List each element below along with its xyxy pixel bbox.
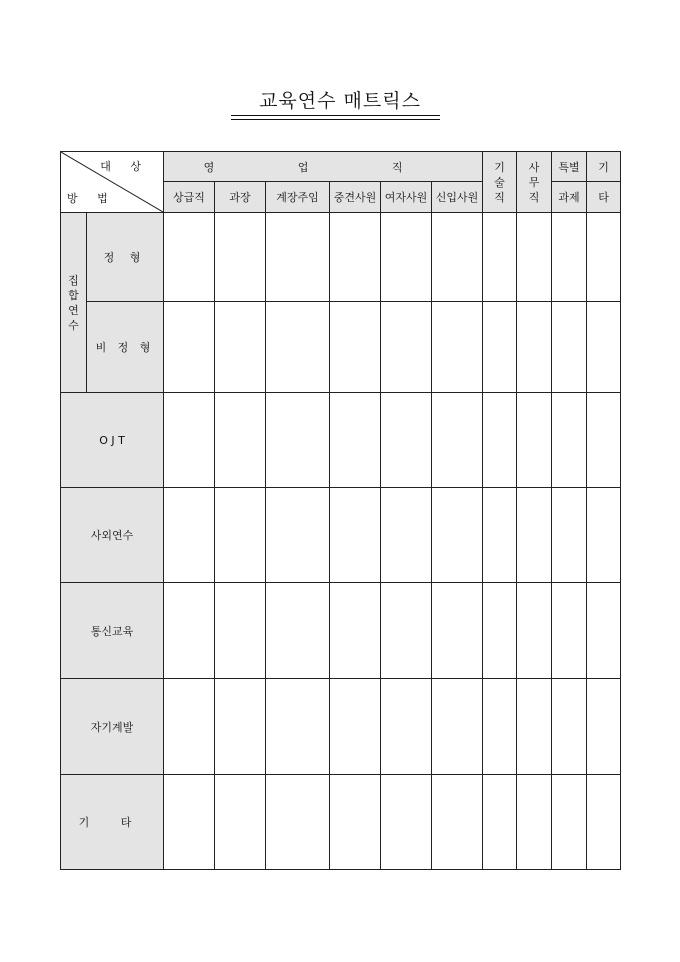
cell[interactable] xyxy=(215,583,266,679)
cell[interactable] xyxy=(483,213,517,302)
col-header-female-staff: 여자사원 xyxy=(381,182,432,213)
col-header-senior: 상급직 xyxy=(164,182,215,213)
cell[interactable] xyxy=(164,393,215,488)
cell[interactable] xyxy=(330,583,381,679)
cell[interactable] xyxy=(587,583,621,679)
cell[interactable] xyxy=(517,488,552,583)
cell[interactable] xyxy=(164,775,215,870)
cell[interactable] xyxy=(587,393,621,488)
cell[interactable] xyxy=(266,488,330,583)
cell[interactable] xyxy=(215,302,266,393)
technical-header: 기 술 직 xyxy=(483,152,517,213)
cell[interactable] xyxy=(164,213,215,302)
cell[interactable] xyxy=(552,679,587,775)
cell[interactable] xyxy=(552,213,587,302)
table-row xyxy=(61,583,621,679)
cell[interactable] xyxy=(483,393,517,488)
cell[interactable] xyxy=(432,775,483,870)
cell[interactable] xyxy=(552,583,587,679)
cell[interactable] xyxy=(381,302,432,393)
cell[interactable] xyxy=(483,302,517,393)
row-label-correspondence: 통신교육 xyxy=(61,583,164,679)
title-underline xyxy=(231,115,440,116)
special-header-bottom: 과제 xyxy=(552,182,587,213)
cell[interactable] xyxy=(164,679,215,775)
cell[interactable] xyxy=(164,302,215,393)
cell[interactable] xyxy=(215,488,266,583)
table-row xyxy=(61,393,621,488)
office-header: 사 무 직 xyxy=(517,152,552,213)
cell[interactable] xyxy=(587,213,621,302)
sales-group-header: 영 업 직 xyxy=(164,152,483,182)
cell[interactable] xyxy=(330,679,381,775)
row-label-self-development: 자기계발 xyxy=(61,679,164,775)
cell[interactable] xyxy=(432,583,483,679)
cell[interactable] xyxy=(552,302,587,393)
cell[interactable] xyxy=(381,488,432,583)
cell[interactable] xyxy=(164,488,215,583)
cell[interactable] xyxy=(483,775,517,870)
cell[interactable] xyxy=(381,583,432,679)
cell[interactable] xyxy=(330,488,381,583)
cell[interactable] xyxy=(330,775,381,870)
cell[interactable] xyxy=(266,775,330,870)
cell[interactable] xyxy=(330,302,381,393)
cell[interactable] xyxy=(432,488,483,583)
cell[interactable] xyxy=(330,393,381,488)
cell[interactable] xyxy=(483,488,517,583)
row-label-ojt: O J T xyxy=(61,393,164,488)
cell[interactable] xyxy=(215,393,266,488)
cell[interactable] xyxy=(587,679,621,775)
cell[interactable] xyxy=(517,775,552,870)
cell[interactable] xyxy=(432,302,483,393)
cell[interactable] xyxy=(215,775,266,870)
cell[interactable] xyxy=(517,213,552,302)
cell[interactable] xyxy=(215,679,266,775)
corner-target-label: 대 상 xyxy=(100,160,149,173)
corner-method-label: 방 법 xyxy=(67,192,116,205)
cell[interactable] xyxy=(164,583,215,679)
cell[interactable] xyxy=(381,213,432,302)
row-label-formal: 정 형 xyxy=(87,213,164,302)
table-row xyxy=(61,213,621,302)
cell[interactable] xyxy=(552,775,587,870)
cell[interactable] xyxy=(517,679,552,775)
col-header-chief: 계장주임 xyxy=(266,182,330,213)
education-matrix-table xyxy=(60,151,621,870)
cell[interactable] xyxy=(215,213,266,302)
col-header-new-staff: 신입사원 xyxy=(432,182,483,213)
cell[interactable] xyxy=(517,583,552,679)
col-header-manager: 과장 xyxy=(215,182,266,213)
cell[interactable] xyxy=(330,213,381,302)
special-header-top: 특별 xyxy=(552,152,587,182)
cell[interactable] xyxy=(483,679,517,775)
cell[interactable] xyxy=(483,583,517,679)
cell[interactable] xyxy=(266,679,330,775)
other-header-bottom: 타 xyxy=(587,182,621,213)
cell[interactable] xyxy=(266,302,330,393)
table-row xyxy=(61,775,621,870)
cell[interactable] xyxy=(432,213,483,302)
cell[interactable] xyxy=(587,302,621,393)
cell[interactable] xyxy=(266,393,330,488)
cell[interactable] xyxy=(587,488,621,583)
row-label-external-training: 사외연수 xyxy=(61,488,164,583)
group-training-label: 집 합 연 수 xyxy=(61,213,87,393)
cell[interactable] xyxy=(432,679,483,775)
cell[interactable] xyxy=(381,393,432,488)
other-header-top: 기 xyxy=(587,152,621,182)
cell[interactable] xyxy=(266,213,330,302)
header-corner-cell xyxy=(61,152,164,213)
cell[interactable] xyxy=(552,393,587,488)
cell[interactable] xyxy=(381,679,432,775)
row-label-other: 기 타 xyxy=(61,775,164,870)
table-row xyxy=(61,679,621,775)
cell[interactable] xyxy=(587,775,621,870)
cell[interactable] xyxy=(266,583,330,679)
col-header-mid-level: 중견사원 xyxy=(330,182,381,213)
table-row xyxy=(61,488,621,583)
cell[interactable] xyxy=(517,302,552,393)
title-underline-second xyxy=(231,119,440,120)
row-label-informal: 비 정 형 xyxy=(87,302,164,393)
table-row xyxy=(61,302,621,393)
cell[interactable] xyxy=(432,393,483,488)
cell[interactable] xyxy=(552,488,587,583)
cell[interactable] xyxy=(381,775,432,870)
page-title: 교육연수 매트릭스 xyxy=(259,90,421,112)
cell[interactable] xyxy=(517,393,552,488)
